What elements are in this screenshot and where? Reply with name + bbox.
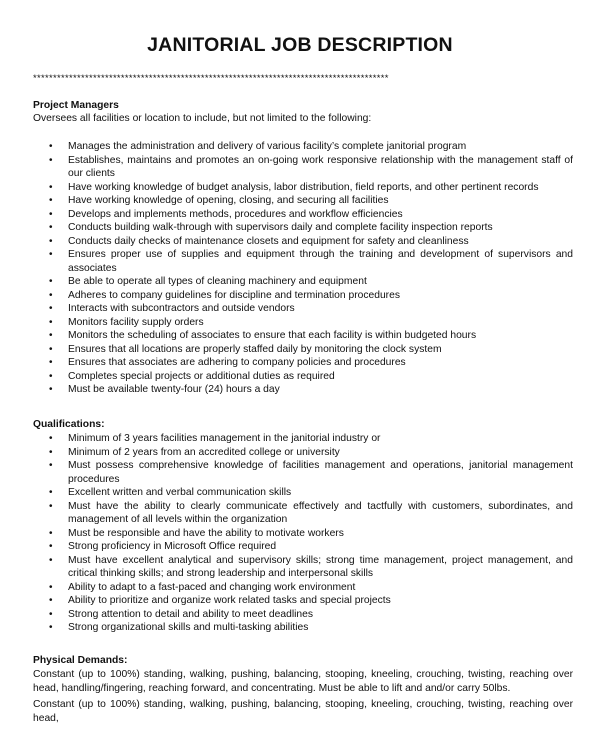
list-item (33, 289, 573, 303)
list-item (33, 459, 573, 486)
bullet-icon: • (49, 208, 53, 220)
list-item-text: Must be responsible and have the ability to motivate workers (68, 527, 344, 539)
bullet-icon: • (49, 595, 53, 606)
bullet-icon: • (49, 289, 53, 301)
bullet-icon: • (49, 141, 53, 152)
bullet-icon: • (49, 370, 53, 382)
list-item-text: Interacts with subcontractors and outside vendors (68, 303, 295, 314)
list-item (33, 140, 573, 154)
list-item (33, 383, 573, 397)
list-item-text: Strong attention to detail and ability to meet deadlines (68, 608, 313, 620)
list-item (33, 486, 573, 500)
list-item-text: Ensures proper use of supplies and equipment through the training and development of supervisors and associates (68, 249, 573, 274)
bullet-icon: • (49, 357, 53, 368)
bullet-icon: • (49, 276, 53, 287)
bullet-icon: • (49, 541, 53, 552)
list-item (33, 446, 573, 460)
list-item (33, 302, 573, 316)
list-item (33, 329, 573, 343)
list-item-text: Conducts daily checks of maintenance closets and equipment for safety and cleanliness (68, 235, 469, 247)
physical-demands-body (33, 668, 573, 728)
bullet-icon: • (49, 433, 53, 444)
list-item (33, 581, 573, 595)
bullet-icon: • (49, 316, 53, 328)
list-item-text: Have working knowledge of opening, closing, and securing all facilities (68, 195, 389, 206)
list-item-text: Monitors the scheduling of associates to ensure that each facility is within budgeted hours (68, 330, 477, 341)
list-item (33, 316, 573, 330)
bullet-icon: • (49, 303, 53, 314)
bullet-icon: • (49, 249, 53, 260)
list-item-text: Strong organizational skills and multi-tasking abilities (68, 622, 309, 633)
list-item-text: Adheres to company guidelines for discipline and termination procedures (68, 289, 400, 301)
list-item (33, 594, 573, 608)
physical-demands-paragraph: Constant (up to 100%) standing, walking, pushing, balancing, stooping, kneeling, crouching, twisting, reaching over head, (33, 699, 573, 724)
list-item (33, 181, 573, 195)
bullet-icon: • (49, 154, 53, 166)
bullet-icon: • (49, 195, 53, 206)
list-item-text: Strong proficiency in Microsoft Office required (68, 541, 277, 552)
list-item (33, 621, 573, 635)
bullet-icon: • (49, 608, 53, 620)
list-item-text: Ensures that all locations are properly staffed daily by monitoring the clock system (68, 343, 442, 355)
qualifications-list (33, 432, 573, 635)
list-item (33, 370, 573, 384)
list-item (33, 356, 573, 370)
list-item (33, 540, 573, 554)
list-item-text: Minimum of 3 years facilities management in the janitorial industry or (68, 433, 381, 444)
list-item (33, 608, 573, 622)
bullet-icon: • (49, 500, 53, 512)
bullet-icon: • (49, 487, 53, 498)
list-item (33, 343, 573, 357)
bullet-icon: • (49, 235, 53, 247)
bullet-icon: • (49, 222, 53, 233)
bullet-icon: • (49, 554, 53, 566)
list-item-text: Must have the ability to clearly communicate effectively and tactfully with customers, subordinates, and management of all levels within the organization (68, 500, 573, 525)
bullet-icon: • (49, 446, 53, 458)
list-item (33, 248, 573, 275)
list-item-text: Excellent written and verbal communication skills (68, 487, 292, 498)
bullet-icon: • (49, 460, 53, 471)
document-title: JANITORIAL JOB DESCRIPTION (147, 34, 453, 56)
list-item-text: Establishes, maintains and promotes an on-going work responsive relationship with the management staff of our clients (68, 154, 573, 179)
list-item-text: Must be available twenty-four (24) hours a day (68, 384, 280, 395)
list-item (33, 194, 573, 208)
list-item-text: Ability to prioritize and organize work related tasks and special projects (68, 595, 391, 606)
bullet-icon: • (49, 527, 53, 539)
list-item (33, 235, 573, 249)
bullet-icon: • (49, 581, 53, 593)
list-item (33, 527, 573, 541)
list-item-text: Completes special projects or additional duties as required (68, 370, 335, 382)
section-heading-qualifications: Qualifications: (33, 419, 105, 430)
list-item-text: Ability to adapt to a fast-paced and changing work environment (68, 581, 356, 593)
bullet-icon: • (49, 330, 53, 341)
project-managers-intro: Oversees all facilities or location to include, but not limited to the following: (33, 113, 372, 124)
list-item-text: Must have excellent analytical and supervisory skills; strong time management, project management, and critical thinking skills; and strong leadership and interpersonal skills (68, 554, 573, 579)
list-item (33, 154, 573, 181)
list-item (33, 432, 573, 446)
list-item-text: Have working knowledge of budget analysis, labor distribution, field reports, and other pertinent records (68, 181, 539, 193)
list-item (33, 221, 573, 235)
list-item (33, 500, 573, 527)
physical-demands-paragraph: Constant (up to 100%) standing, walking, pushing, balancing, stooping, kneeling, crouching, twisting, reaching over head, handling/fingering, reaching forward, and concentrating. Must be able to lift and and/or carry 50lbs. (33, 669, 573, 694)
list-item-text: Must possess comprehensive knowledge of facilities management and operations, janitorial management procedures (68, 460, 573, 485)
list-item-text: Monitors facility supply orders (68, 316, 204, 328)
section-heading-physical-demands: Physical Demands: (33, 655, 128, 666)
list-item (33, 208, 573, 222)
list-item-text: Conducts building walk-through with supervisors daily and complete facility inspection reports (68, 222, 493, 233)
list-item-text: Manages the administration and delivery of various facility’s complete janitorial program (68, 141, 467, 152)
project-managers-list (33, 140, 573, 397)
list-item (33, 554, 573, 581)
list-item-text: Be able to operate all types of cleaning machinery and equipment (68, 276, 367, 287)
bullet-icon: • (49, 384, 53, 395)
list-item-text: Develops and implements methods, procedures and workflow efficiencies (68, 208, 403, 220)
separator-line: ***************************************************************************************** (33, 73, 389, 84)
list-item-text: Minimum of 2 years from an accredited college or university (68, 446, 340, 458)
bullet-icon: • (49, 181, 53, 193)
list-item-text: Ensures that associates are adhering to company policies and procedures (68, 357, 406, 368)
list-item (33, 275, 573, 289)
bullet-icon: • (49, 343, 53, 355)
bullet-icon: • (49, 622, 53, 633)
section-heading-project-managers: Project Managers (33, 100, 119, 111)
